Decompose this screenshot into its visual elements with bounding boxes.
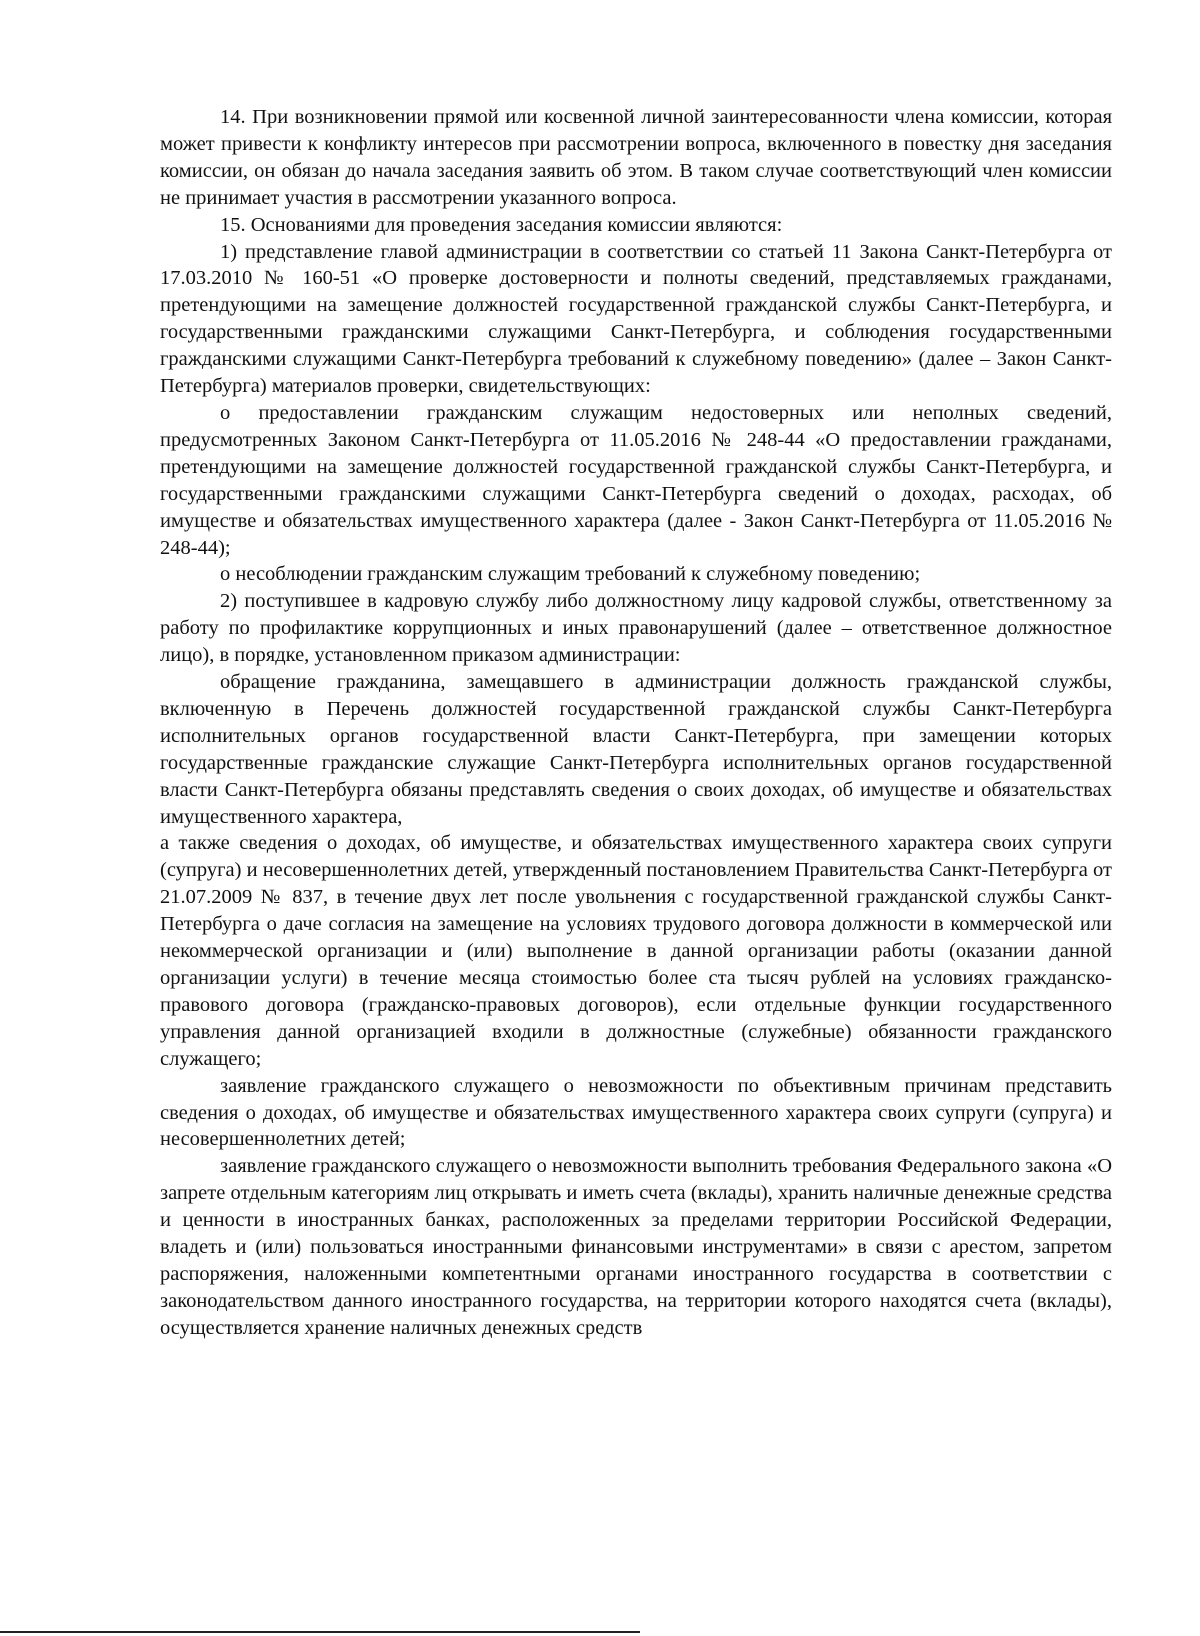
document-body	[160, 104, 1112, 1342]
paragraph-false-info: о предоставлении гражданским служащим недостоверных или неполных сведений, предусмотренных Законом Санкт-Петербурга от 11.05.2016 № 248-44 «О предоставлении гражданами, претендующими на замещение должностей государственной гражданской службы Санкт-Петербурга, и государственными гражданскими служащими Санкт-Петербурга сведений о доходах, расходах, об имуществе и обязательствах имущественного характера (далее - Закон Санкт-Петербурга от 11.05.2016 № 248-44);	[160, 401, 1112, 559]
paragraph-14: 14. При возникновении прямой или косвенной личной заинтересованности члена комиссии, которая может привести к конфликту интересов при рассмотрении вопроса, включенного в повестку дня заседания комиссии, он обязан до начала заседания заявить об этом. В таком случае соответствующий член комиссии не принимает участия в рассмотрении указанного вопроса.	[160, 106, 1112, 209]
paragraph-conduct-violation: о несоблюдении гражданским служащим требований к служебному поведению;	[220, 563, 921, 586]
paragraph-appeal-continued: а также сведения о доходах, об имуществе, и обязательствах имущественного характера своих супруги (супруга) и несовершеннолетних детей, утвержденный постановлением Правительства Санкт-Петербурга от 21.07.2009 № 837, в течение двух лет после увольнения с государственной гражданской службы Санкт-Петербурга о даче согласия на замещение на условиях трудового договора должности в коммерческой или некоммерческой организации и (или) выполнение в данной организации работы (оказании данной организации услуги) в течение месяца стоимостью более ста тысяч рублей на условиях гражданско-правового договора (гражданско-правовых договоров), если отдельные функции государственного управления данной организацией входили в должностные (служебные) обязанности гражданского служащего;	[160, 832, 1112, 1070]
paragraph-15-item-2: 2) поступившее в кадровую службу либо должностному лицу кадровой службы, ответственному за работу по профилактике коррупционных и иных правонарушений (далее – ответственное должностное лицо), в порядке, установленном приказом администрации:	[160, 590, 1112, 667]
paragraph-statement-spouse-info: заявление гражданского служащего о невозможности по объективным причинам представить сведения о доходах, об имуществе и обязательствах имущественного характера своих супруги (супруга) и несовершеннолетних детей;	[160, 1074, 1112, 1151]
scan-edge-line	[0, 1631, 640, 1633]
paragraph-15-item-1: 1) представление главой администрации в соответствии со статьей 11 Закона Санкт-Петербурга от 17.03.2010 № 160-51 «О проверке достоверности и полноты сведений, представляемых гражданами, претендующими на замещение должностей государственной гражданской службы Санкт-Петербурга, и государственными гражданскими служащими Санкт-Петербурга, и соблюдения государственными гражданскими служащими Санкт-Петербурга требований к служебному поведению» (далее – Закон Санкт-Петербурга) материалов проверки, свидетельствующих:	[160, 240, 1112, 398]
paragraph-statement-foreign-accounts: заявление гражданского служащего о невозможности выполнить требования Федерального закона «О запрете отдельным категориям лиц открывать и иметь счета (вклады), хранить наличные денежные средства и ценности в иностранных банках, расположенных за пределами территории Российской Федерации, владеть и (или) пользоваться иностранными финансовыми инструментами» в связи с арестом, запретом распоряжения, наложенными компетентными органами иностранного государства в соответствии с законодательством данного иностранного государства, на территории которого находятся счета (вклады), осуществляется хранение наличных денежных средств	[160, 1155, 1112, 1339]
paragraph-15-heading: 15. Основаниями для проведения заседания комиссии являются:	[220, 213, 783, 236]
paragraph-citizen-appeal: обращение гражданина, замещавшего в администрации должность гражданской службы, включенную в Перечень должностей государственной гражданской службы Санкт-Петербурга исполнительных органов государственной власти Санкт-Петербурга, при замещении которых государственные гражданские служащие Санкт-Петербурга исполнительных органов государственной власти Санкт-Петербурга обязаны представлять сведения о своих доходах, об имуществе и обязательствах имущественного характера,	[160, 671, 1112, 828]
